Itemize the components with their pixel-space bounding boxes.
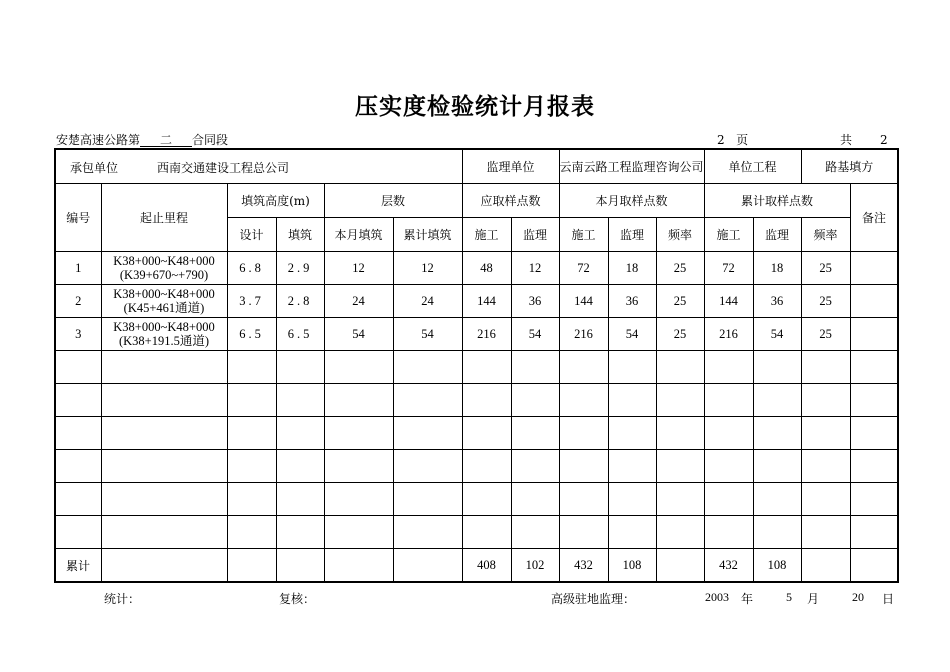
row-remark (850, 318, 898, 351)
empty-cell (276, 417, 324, 450)
totals-empty (276, 549, 324, 583)
contract-section-number: 二 (140, 134, 192, 147)
data-rows (55, 252, 898, 549)
row-no: 3 (55, 318, 101, 351)
unit-value-cell (801, 149, 898, 184)
table-row (55, 285, 898, 318)
empty-cell (608, 417, 656, 450)
empty-cell (559, 450, 608, 483)
empty-cell (462, 384, 511, 417)
col-month-taken-header (559, 184, 704, 218)
empty-cell (227, 516, 276, 549)
totals-cum-construct: 432 (704, 549, 753, 583)
empty-row (55, 516, 898, 549)
empty-cell (55, 384, 101, 417)
sub-req-construct (462, 218, 511, 252)
report-title: 压实度检验统计月报表 (355, 93, 595, 120)
sub-mon-supervise (608, 218, 656, 252)
empty-cell (850, 483, 898, 516)
empty-cell (511, 450, 559, 483)
row-cum-supervise: 36 (753, 285, 801, 318)
totals-mon-construct: 432 (559, 549, 608, 583)
empty-row (55, 351, 898, 384)
contractor-value-cell (227, 149, 462, 184)
row-mon-construct: 216 (559, 318, 608, 351)
totals-row (55, 549, 898, 583)
empty-cell (753, 417, 801, 450)
supervisor-label-cell (462, 149, 559, 184)
row-fill: 6.5 (276, 318, 324, 351)
sub-month-fill-label: 本月填筑 (334, 228, 383, 242)
row-mon-freq: 25 (656, 318, 704, 351)
empty-cell (608, 516, 656, 549)
empty-cell (850, 384, 898, 417)
empty-cell (656, 417, 704, 450)
row-fill: 2.9 (276, 252, 324, 285)
empty-cell (511, 483, 559, 516)
totals-req-supervise: 102 (511, 549, 559, 583)
empty-cell (704, 351, 753, 384)
empty-cell (227, 450, 276, 483)
empty-cell (55, 450, 101, 483)
sub-design (227, 218, 276, 252)
sub-mon-supervise-label: 监理 (620, 228, 645, 242)
row-cum-construct: 72 (704, 252, 753, 285)
empty-cell (753, 483, 801, 516)
row-range (101, 252, 227, 285)
contract-section (56, 131, 228, 148)
info-row (55, 149, 898, 184)
empty-cell (324, 450, 393, 483)
empty-cell (753, 516, 801, 549)
row-remark (850, 252, 898, 285)
sub-cum-supervise-label: 监理 (765, 228, 790, 242)
contractor-label-cell (55, 149, 290, 184)
row-no: 1 (55, 252, 101, 285)
empty-cell (753, 351, 801, 384)
totals-empty (227, 549, 276, 583)
empty-cell (656, 384, 704, 417)
row-mon-supervise: 18 (608, 252, 656, 285)
unit-value: 路基填方 (825, 160, 874, 174)
sub-fill-label: 填筑 (287, 228, 312, 242)
row-mon-freq: 25 (656, 252, 704, 285)
empty-cell (101, 384, 227, 417)
sub-month-fill (324, 218, 393, 252)
col-required-header (462, 184, 559, 218)
empty-cell (656, 450, 704, 483)
col-height-label: 填筑高度(m) (241, 194, 310, 208)
row-fill: 2.8 (276, 285, 324, 318)
empty-cell (511, 384, 559, 417)
empty-cell (55, 483, 101, 516)
empty-cell (276, 483, 324, 516)
totals-label: 累计 (66, 558, 91, 573)
row-req-construct: 216 (462, 318, 511, 351)
footer-review: 复核： (279, 592, 316, 606)
empty-cell (462, 483, 511, 516)
footer-senior-supervisor: 高级驻地监理： (551, 592, 636, 606)
empty-row (55, 384, 898, 417)
row-range-line1: K38+000~K48+000 (113, 320, 215, 334)
row-range (101, 285, 227, 318)
col-remark-header (850, 184, 898, 252)
sub-cum-fill-label: 累计填筑 (403, 228, 452, 242)
footer-year: 2003 (705, 590, 729, 604)
table-row (55, 318, 898, 351)
empty-row (55, 450, 898, 483)
page-label: 页 (736, 133, 749, 147)
contract-prefix: 安楚高速公路第 (56, 133, 141, 147)
total-pages (840, 131, 888, 148)
empty-cell (608, 483, 656, 516)
empty-cell (850, 516, 898, 549)
empty-cell (608, 351, 656, 384)
header-row-1 (55, 184, 898, 218)
empty-cell (324, 516, 393, 549)
empty-cell (704, 450, 753, 483)
empty-cell (324, 351, 393, 384)
sub-mon-freq-label: 频率 (668, 228, 693, 242)
row-cum-fill: 54 (393, 318, 462, 351)
row-mon-freq: 25 (656, 285, 704, 318)
row-req-supervise: 12 (511, 252, 559, 285)
sub-mon-freq (656, 218, 704, 252)
empty-cell (227, 483, 276, 516)
total-pages-value: 2 (880, 133, 888, 147)
row-cum-supervise: 18 (753, 252, 801, 285)
col-no-label: 编号 (66, 211, 91, 225)
empty-cell (753, 384, 801, 417)
empty-cell (55, 516, 101, 549)
row-req-construct: 48 (462, 252, 511, 285)
row-mon-supervise: 54 (608, 318, 656, 351)
row-month-fill: 24 (324, 285, 393, 318)
supervisor-value-cell (559, 149, 704, 184)
sub-cum-fill (393, 218, 462, 252)
empty-cell (276, 384, 324, 417)
row-cum-freq: 25 (801, 318, 850, 351)
supervisor-label: 监理单位 (486, 160, 535, 174)
empty-cell (753, 450, 801, 483)
empty-cell (850, 417, 898, 450)
supervisor-value: 云南云路工程监理咨询公司 (559, 160, 704, 174)
empty-cell (393, 417, 462, 450)
sub-cum-freq (801, 218, 850, 252)
empty-cell (276, 351, 324, 384)
empty-cell (101, 516, 227, 549)
empty-cell (511, 516, 559, 549)
row-range-line1: K38+000~K48+000 (113, 287, 215, 301)
empty-cell (850, 450, 898, 483)
footer-day-label: 日 (882, 592, 895, 606)
row-design: 6.5 (227, 318, 276, 351)
empty-cell (656, 516, 704, 549)
footer-month: 5 (786, 590, 792, 604)
empty-cell (393, 450, 462, 483)
totals-empty (393, 549, 462, 583)
contractor-value: 西南交通建设工程总公司 (157, 161, 290, 175)
empty-cell (559, 384, 608, 417)
totals-req-construct: 408 (462, 549, 511, 583)
row-cum-freq: 25 (801, 285, 850, 318)
empty-cell (324, 483, 393, 516)
empty-cell (559, 417, 608, 450)
row-design: 3.7 (227, 285, 276, 318)
empty-cell (101, 417, 227, 450)
empty-cell (227, 417, 276, 450)
footer-day: 20 (852, 590, 864, 604)
sub-cum-supervise (753, 218, 801, 252)
col-month-taken-label: 本月取样点数 (595, 194, 668, 208)
totals-empty (850, 549, 898, 583)
sub-cum-construct (704, 218, 753, 252)
col-required-label: 应取样点数 (480, 194, 541, 208)
row-mon-construct: 144 (559, 285, 608, 318)
row-range-line1: K38+000~K48+000 (113, 254, 215, 268)
row-mon-construct: 72 (559, 252, 608, 285)
empty-cell (801, 450, 850, 483)
empty-cell (227, 351, 276, 384)
empty-cell (850, 351, 898, 384)
totals-empty (801, 549, 850, 583)
row-cum-construct: 216 (704, 318, 753, 351)
row-range-line2: (K39+670~+790) (119, 268, 209, 282)
empty-cell (462, 351, 511, 384)
row-month-fill: 12 (324, 252, 393, 285)
sub-req-supervise (511, 218, 559, 252)
col-no-header (55, 184, 101, 252)
empty-cell (608, 450, 656, 483)
totals-label-cell (55, 549, 101, 583)
total-label: 共 (840, 133, 853, 147)
empty-row (55, 417, 898, 450)
empty-cell (462, 516, 511, 549)
row-cum-supervise: 54 (753, 318, 801, 351)
col-layers-header (324, 184, 462, 218)
row-range (101, 318, 227, 351)
empty-cell (656, 483, 704, 516)
row-cum-fill: 12 (393, 252, 462, 285)
empty-cell (511, 417, 559, 450)
row-range-line2: (K45+461通道) (123, 301, 205, 315)
sub-req-construct-label: 施工 (474, 228, 499, 242)
row-range-line2: (K38+191.5通道) (118, 334, 210, 348)
empty-cell (511, 351, 559, 384)
row-cum-construct: 144 (704, 285, 753, 318)
empty-cell (276, 450, 324, 483)
sub-design-label: 设计 (239, 228, 264, 242)
col-cum-taken-header (704, 184, 850, 218)
unit-label-cell (704, 149, 801, 184)
totals-empty (324, 549, 393, 583)
unit-label: 单位工程 (728, 160, 777, 174)
row-remark (850, 285, 898, 318)
empty-cell (704, 483, 753, 516)
sub-cum-freq-label: 频率 (813, 228, 838, 242)
empty-cell (393, 384, 462, 417)
empty-cell (801, 351, 850, 384)
empty-cell (276, 516, 324, 549)
col-layers-label: 层数 (380, 194, 405, 208)
row-req-supervise: 54 (511, 318, 559, 351)
empty-cell (559, 351, 608, 384)
empty-cell (393, 483, 462, 516)
report-grid (54, 148, 899, 583)
empty-cell (801, 384, 850, 417)
empty-cell (324, 417, 393, 450)
row-mon-supervise: 36 (608, 285, 656, 318)
page-number (717, 131, 748, 148)
page-no-value: 2 (717, 133, 725, 147)
footer-month-label: 月 (807, 592, 820, 606)
contract-suffix: 合同段 (192, 133, 229, 147)
totals-empty (656, 549, 704, 583)
contractor-label: 承包单位 (70, 161, 119, 175)
totals-empty (101, 549, 227, 583)
empty-cell (801, 483, 850, 516)
empty-cell (462, 417, 511, 450)
row-no: 2 (55, 285, 101, 318)
empty-cell (656, 351, 704, 384)
row-month-fill: 54 (324, 318, 393, 351)
col-remark-label: 备注 (862, 211, 887, 225)
footer-year-label: 年 (741, 592, 754, 606)
sub-req-supervise-label: 监理 (523, 228, 548, 242)
empty-cell (462, 450, 511, 483)
empty-cell (227, 384, 276, 417)
sub-cum-construct-label: 施工 (716, 228, 741, 242)
empty-cell (559, 516, 608, 549)
sub-fill (276, 218, 324, 252)
empty-row (55, 483, 898, 516)
empty-cell (559, 483, 608, 516)
empty-cell (608, 384, 656, 417)
sub-mon-construct (559, 218, 608, 252)
row-req-supervise: 36 (511, 285, 559, 318)
empty-cell (393, 516, 462, 549)
empty-cell (704, 384, 753, 417)
footer-stat: 统计： (104, 592, 141, 606)
empty-cell (801, 516, 850, 549)
row-design: 6.8 (227, 252, 276, 285)
empty-cell (101, 483, 227, 516)
empty-cell (55, 417, 101, 450)
empty-cell (704, 516, 753, 549)
empty-cell (55, 351, 101, 384)
col-cum-taken-label: 累计取样点数 (741, 194, 814, 208)
table-row (55, 252, 898, 285)
empty-cell (801, 417, 850, 450)
col-range-header (101, 184, 227, 252)
empty-cell (101, 351, 227, 384)
row-cum-freq: 25 (801, 252, 850, 285)
totals-cum-supervise: 108 (753, 549, 801, 583)
row-req-construct: 144 (462, 285, 511, 318)
empty-cell (704, 417, 753, 450)
empty-cell (393, 351, 462, 384)
empty-cell (324, 384, 393, 417)
empty-cell (101, 450, 227, 483)
col-range-label: 起止里程 (139, 211, 188, 225)
col-height-header (227, 184, 324, 218)
row-cum-fill: 24 (393, 285, 462, 318)
sub-mon-construct-label: 施工 (571, 228, 596, 242)
totals-mon-supervise: 108 (608, 549, 656, 583)
